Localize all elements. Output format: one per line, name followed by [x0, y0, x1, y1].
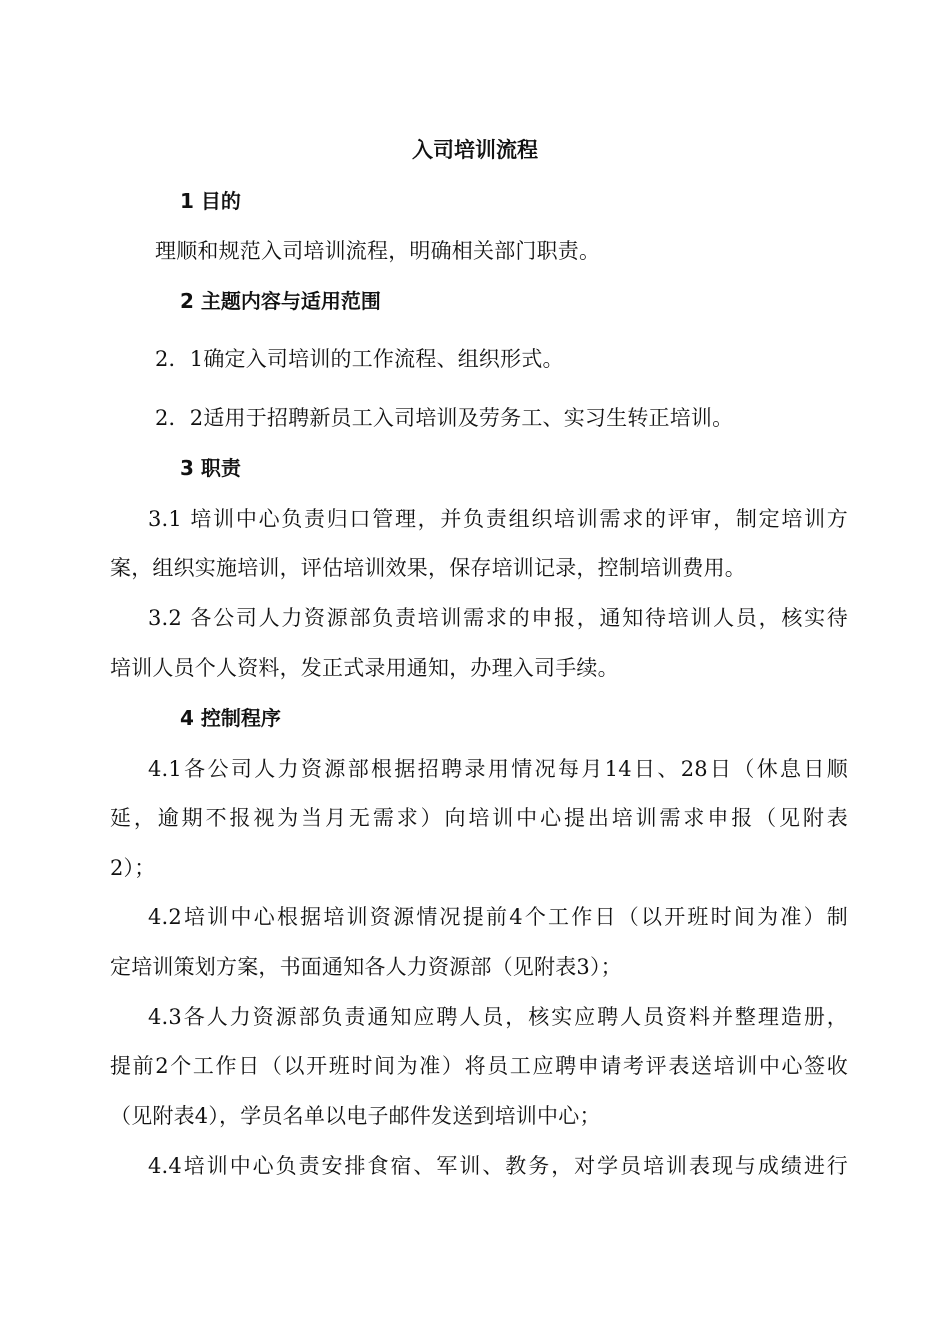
paragraph-scope-2-1: 2．1确定入司培训的工作流程、组织形式。 [155, 347, 564, 371]
paragraph-responsibilities-3-2-line2: 培训人员个人资料，发正式录用通知，办理入司手续。 [110, 656, 619, 680]
paragraph-procedure-4-2-line1: 4.2培训中心根据培训资源情况提前4个工作日（以开班时间为准）制 [148, 905, 848, 929]
paragraph-procedure-4-3-line3: （见附表4），学员名单以电子邮件发送到培训中心； [110, 1104, 601, 1128]
section-heading-purpose: 1 目的 [180, 189, 241, 213]
paragraph-procedure-4-3-line1: 4.3各人力资源部负责通知应聘人员，核实应聘人员资料并整理造册， [148, 1005, 848, 1029]
paragraph-procedure-4-1-line1: 4.1各公司人力资源部根据招聘录用情况每月14日、28日（休息日顺 [148, 757, 848, 781]
paragraph-responsibilities-3-1-line2: 案，组织实施培训，评估培训效果，保存培训记录，控制培训费用。 [110, 556, 746, 580]
paragraph-procedure-4-1-line2: 延，逾期不报视为当月无需求）向培训中心提出培训需求申报（见附表 [110, 806, 848, 830]
paragraph-procedure-4-2-line2: 定培训策划方案，书面通知各人力资源部（见附表3）； [110, 955, 622, 979]
section-heading-responsibilities: 3 职责 [180, 456, 241, 480]
document-title: 入司培训流程 [412, 138, 538, 162]
paragraph-responsibilities-3-1-line1: 3.1 培训中心负责归口管理，并负责组织培训需求的评审，制定培训方 [148, 507, 848, 531]
paragraph-responsibilities-3-2-line1: 3.2 各公司人力资源部负责培训需求的申报，通知待培训人员，核实待 [148, 606, 848, 630]
section-heading-scope: 2 主题内容与适用范围 [180, 289, 381, 313]
paragraph-procedure-4-3-line2: 提前2个工作日（以开班时间为准）将员工应聘申请考评表送培训中心签收 [110, 1054, 848, 1078]
paragraph-scope-2-2: 2．2适用于招聘新员工入司培训及劳务工、实习生转正培训。 [155, 406, 734, 430]
paragraph-procedure-4-4-line1: 4.4培训中心负责安排食宿、军训、教务，对学员培训表现与成绩进行 [148, 1154, 848, 1178]
section-heading-control-procedure: 4 控制程序 [180, 706, 281, 730]
paragraph-purpose: 理顺和规范入司培训流程，明确相关部门职责。 [155, 239, 601, 263]
paragraph-procedure-4-1-line3: 2）； [110, 856, 156, 880]
